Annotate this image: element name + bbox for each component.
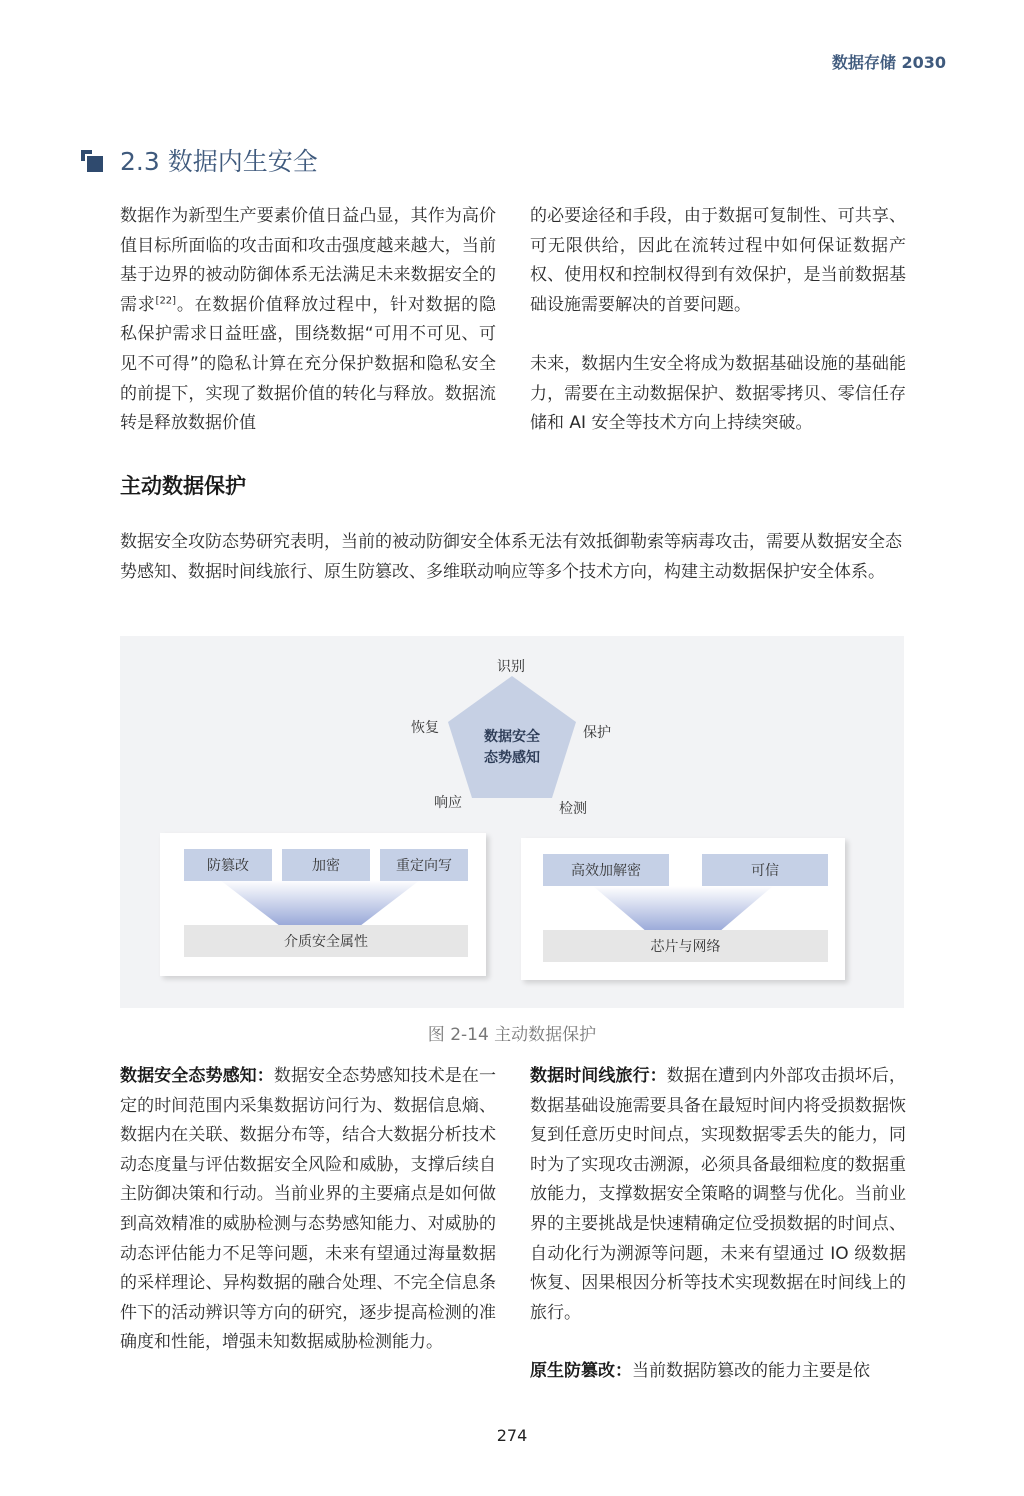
- left-funnel: [220, 880, 420, 926]
- box-chip-network: 芯片与网络: [543, 930, 828, 962]
- intro-left-text-2: 。在数据价值释放过程中，针对数据的隐私保护需求日益旺盛，围绕数据“可用不可见、可见不可得”的隐私计算在充分保护数据和隐私安全的前提下，实现了数据价值的转化与释放。数据流转是释放数据价值: [120, 294, 496, 434]
- box-tamper-proof: 防篡改: [184, 849, 272, 881]
- header-title: 数据存储 2030: [831, 53, 946, 72]
- box-redirect-write: 重定向写: [380, 849, 468, 881]
- detail-left-paragraph: [120, 1062, 496, 1358]
- center-line-1: 数据安全: [484, 729, 540, 745]
- detail-left-heading: 数据安全态势感知：: [120, 1066, 274, 1086]
- section-square-icon: [81, 150, 103, 172]
- detail-left-body: 数据安全态势感知技术是在一定的时间范围内采集数据访问行为、数据信息熵、数据内在关联、数据分布等，结合大数据分析技术动态度量与评估数据安全风险和威胁，支撑后续自主防御决策和行动。当前业界的主要痛点是如何做到高效精准的威胁检测与态势感知能力、对威胁的动态评估能力不足等问题，未来有望通过海量数据的采样理论、异构数据的融合处理、不完全信息条件下的活动辨识等方向的研究，逐步提高检测的准确度和性能，增强未知数据威胁检测能力。: [120, 1066, 497, 1353]
- label-protect: 保护: [583, 725, 611, 741]
- center-line-2: 态势感知: [484, 750, 540, 766]
- subsection-paragraph: 数据安全攻防态势研究表明，当前的被动防御安全体系无法有效抵御勒索等病毒攻击，需要从数据安全态势感知、数据时间线旅行、原生防篡改、多维联动响应等多个技术方向，构建主动数据保护安全体系。: [120, 532, 902, 582]
- figure-active-data-protection: [120, 636, 904, 1008]
- subsection-heading: 主动数据保护: [120, 474, 246, 498]
- intro-right-paragraph-1: 的必要途径和手段，由于数据可复制性、可共享、可无限供给，因此在流转过程中如何保证数据产权、使用权和控制权得到有效保护，是当前数据基础设施需要解决的首要问题。: [530, 206, 906, 315]
- right-panel: [521, 838, 845, 980]
- label-identify: 识别: [497, 659, 525, 675]
- intro-right-paragraph-2: 未来，数据内生安全将成为数据基础设施的基础能力，需要在主动数据保护、数据零拷贝、零信任存储和 AI 安全等技术方向上持续突破。: [530, 354, 906, 434]
- box-efficient-crypto: 高效加解密: [543, 854, 669, 886]
- detail-right2-body: 当前数据防篡改的能力主要是依: [632, 1361, 870, 1381]
- detail-right-paragraph: [530, 1062, 906, 1328]
- detail-right2-paragraph: [530, 1357, 906, 1387]
- intro-left-paragraph: [120, 202, 496, 439]
- box-media-security: 介质安全属性: [184, 925, 468, 957]
- label-respond: 响应: [434, 795, 462, 811]
- detail-right-body: 数据在遭到内外部攻击损坏后，数据基础设施需要具备在最短时间内将受损数据恢复到任意历史时间点，实现数据零丢失的能力，同时为了实现攻击溯源，必须具备最细粒度的数据重放能力，支撑数据安全策略的调整与优化。当前业界的主要挑战是快速精确定位受损数据的时间点、自动化行为溯源等问题，未来有望通过 IO 级数据恢复、因果根因分析等技术实现数据在时间线上的旅行。: [530, 1066, 907, 1323]
- page-number: 274: [496, 1426, 528, 1445]
- reference-22[interactable]: [22]: [155, 295, 177, 307]
- pentagon-center-label: [476, 727, 548, 769]
- detail-right2-heading: 原生防篡改：: [530, 1361, 632, 1381]
- intro-left-text-1: 数据作为新型生产要素价值日益凸显，其作为高价值目标所面临的攻击面和攻击强度越来越大，当前基于边界的被动防御体系无法满足未来数据安全的需求: [120, 206, 496, 315]
- label-detect: 检测: [559, 801, 587, 817]
- box-trusted: 可信: [702, 854, 828, 886]
- figure-caption: 图 2-14 主动数据保护: [427, 1025, 597, 1045]
- right-funnel: [593, 886, 773, 932]
- detail-right-heading: 数据时间线旅行：: [530, 1066, 667, 1086]
- section-title: 2.3 数据内生安全: [120, 147, 318, 176]
- left-panel: [160, 833, 486, 976]
- label-recover: 恢复: [411, 720, 439, 736]
- box-encryption: 加密: [282, 849, 370, 881]
